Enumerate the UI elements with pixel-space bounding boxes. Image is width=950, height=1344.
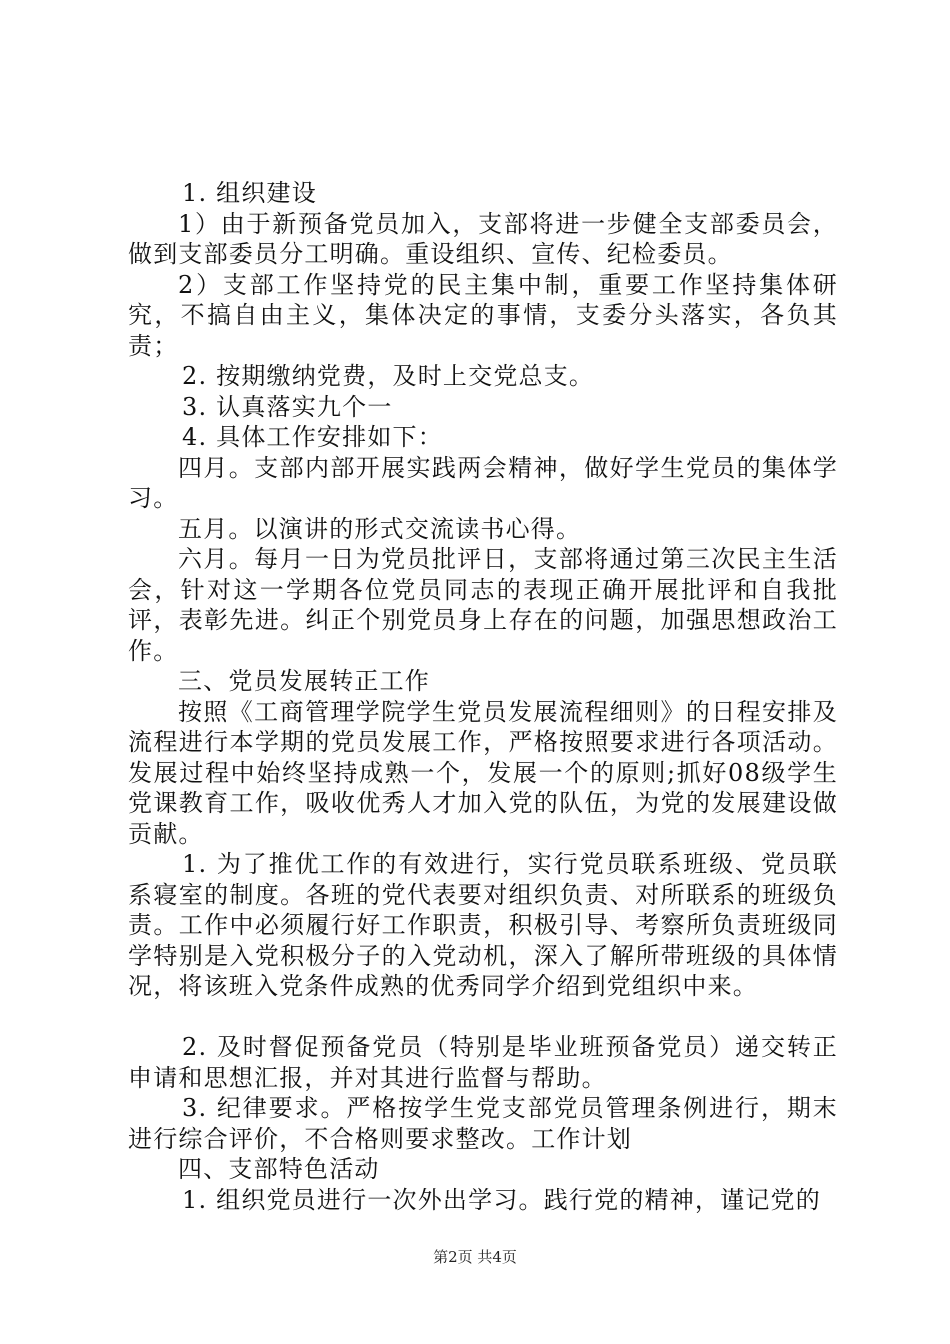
page-footer: 第2页 共4页 (433, 1248, 517, 1266)
paragraph: 2. 按期缴纳党费，及时上交党总支。 (182, 362, 595, 390)
document-body (128, 178, 838, 1215)
paragraph: 按照《工商管理学院学生党员发展流程细则》的日程安排及流程进行本学期的党员发展工作，严格按照要求进行各项活动。发展过程中始终坚持成熟一个，发展一个的原则;抓好08级学生党课教育工作，吸收优秀人才加入党的队伍，为党的发展建设做贡献。 (128, 697, 838, 848)
paragraph: 3. 认真落实九个一 (182, 392, 393, 421)
section-heading: 三、党员发展转正工作 (178, 667, 430, 695)
paragraph: 六月。每月一日为党员批评日，支部将通过第三次民主生活会，针对这一学期各位党员同志的表现正确开展批评和自我批评，表彰先进。纠正个别党员身上存在的问题，加强思想政治工作。 (128, 545, 838, 665)
paragraph: 4. 具体工作安排如下： (182, 423, 443, 451)
paragraph: 2）支部工作坚持党的民主集中制，重要工作坚持集体研究，不搞自由主义，集体决定的事情，支委分头落实，各负其责； (128, 270, 838, 360)
section-heading: 四、支部特色活动 (178, 1155, 380, 1183)
paragraph: 1. 为了推优工作的有效进行，实行党员联系班级、党员联系寝室的制度。各班的党代表要对组织负责、对所联系的班级负责。工作中必须履行好工作职责，积极引导、考察所负责班级同学特别是入党积极分子的入党动机，深入了解所带班级的具体情况，将该班入党条件成熟的优秀同学介绍到党组织中来。 (128, 850, 838, 1000)
paragraph: 1）由于新预备党员加入，支部将进一步健全支部委员会，做到支部委员分工明确。重设组织、宣传、纪检委员。 (128, 209, 838, 268)
paragraph: 1. 组织党员进行一次外出学习。践行党的精神，谨记党的 (182, 1185, 821, 1214)
paragraph: 五月。以演讲的形式交流读书心得。 (178, 514, 582, 543)
paragraph: 1. 组织建设 (182, 179, 317, 207)
paragraph: 四月。支部内部开展实践两会精神，做好学生党员的集体学习。 (128, 453, 838, 512)
paragraph: 2. 及时督促预备党员（特别是毕业班预备党员）递交转正申请和思想汇报，并对其进行监督与帮助。 (128, 1033, 838, 1092)
blank-line (128, 1002, 838, 1033)
paragraph: 3. 纪律要求。严格按学生党支部党员管理条例进行，期末进行综合评价，不合格则要求整改。工作计划 (128, 1094, 838, 1153)
